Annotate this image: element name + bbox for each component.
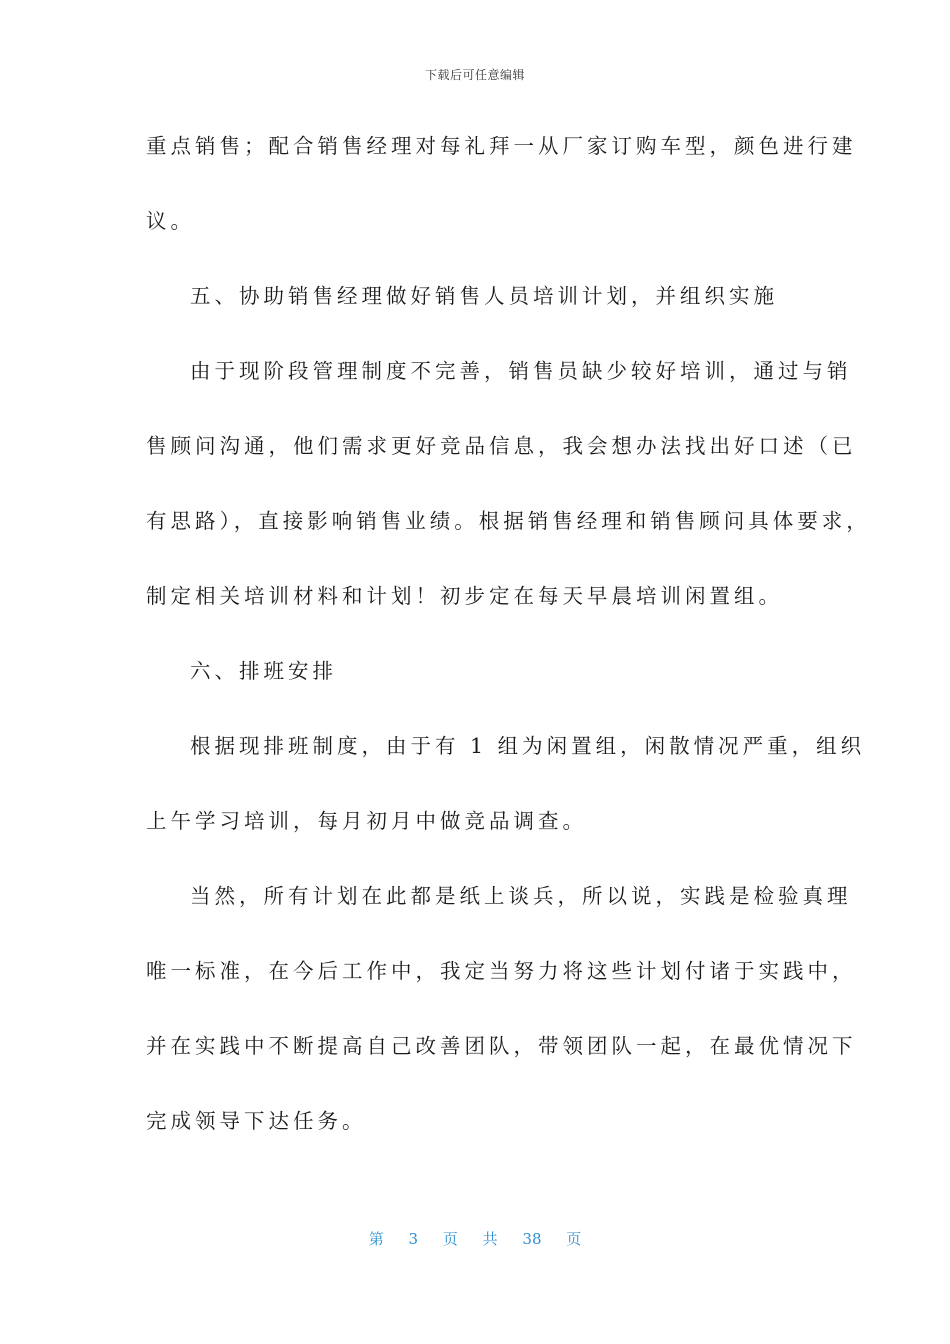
page-header: 下载后可任意编辑 (424, 68, 525, 82)
body-line: 根据现排班制度，由于有 1 组为闲置组，闲散情况严重，组织 (190, 734, 866, 758)
body-line: 完成领导下达任务。 (146, 1109, 367, 1133)
body-line: 上午学习培训，每月初月中做竞品调查。 (146, 809, 587, 833)
footer-current-page: 3 (408, 1230, 419, 1248)
body-line: 议。 (146, 209, 195, 233)
footer-label-page: 第 (368, 1230, 384, 1248)
section-heading-5: 五、协助销售经理做好销售人员培训计划，并组织实施 (190, 284, 778, 308)
body-line: 有思路），直接影响销售业绩。根据销售经理和销售顾问具体要求， (146, 509, 871, 533)
body-line: 当然，所有计划在此都是纸上谈兵，所以说，实践是检验真理 (190, 884, 852, 908)
body-line: 并在实践中不断提高自己改善团队，带领团队一起，在最优情况下 (146, 1034, 857, 1058)
document-body (146, 122, 871, 1172)
section-heading-6: 六、排班安排 (190, 659, 337, 683)
body-line: 重点销售；配合销售经理对每礼拜一从厂家订购车型，颜色进行建 (146, 134, 857, 158)
footer-label-total-unit: 页 (566, 1230, 582, 1248)
body-line: 由于现阶段管理制度不完善，销售员缺少较好培训，通过与销 (190, 359, 852, 383)
footer-label-total: 共 (482, 1230, 498, 1248)
body-line: 唯一标准，在今后工作中，我定当努力将这些计划付诸于实践中， (146, 959, 857, 983)
body-line: 制定相关培训材料和计划！初步定在每天早晨培训闲置组。 (146, 584, 783, 608)
footer-total-pages: 38 (522, 1230, 542, 1248)
page-footer (0, 1228, 950, 1249)
body-line: 售顾问沟通，他们需求更好竞品信息，我会想办法找出好口述（已 (146, 434, 857, 458)
footer-label-page-unit: 页 (442, 1230, 458, 1248)
